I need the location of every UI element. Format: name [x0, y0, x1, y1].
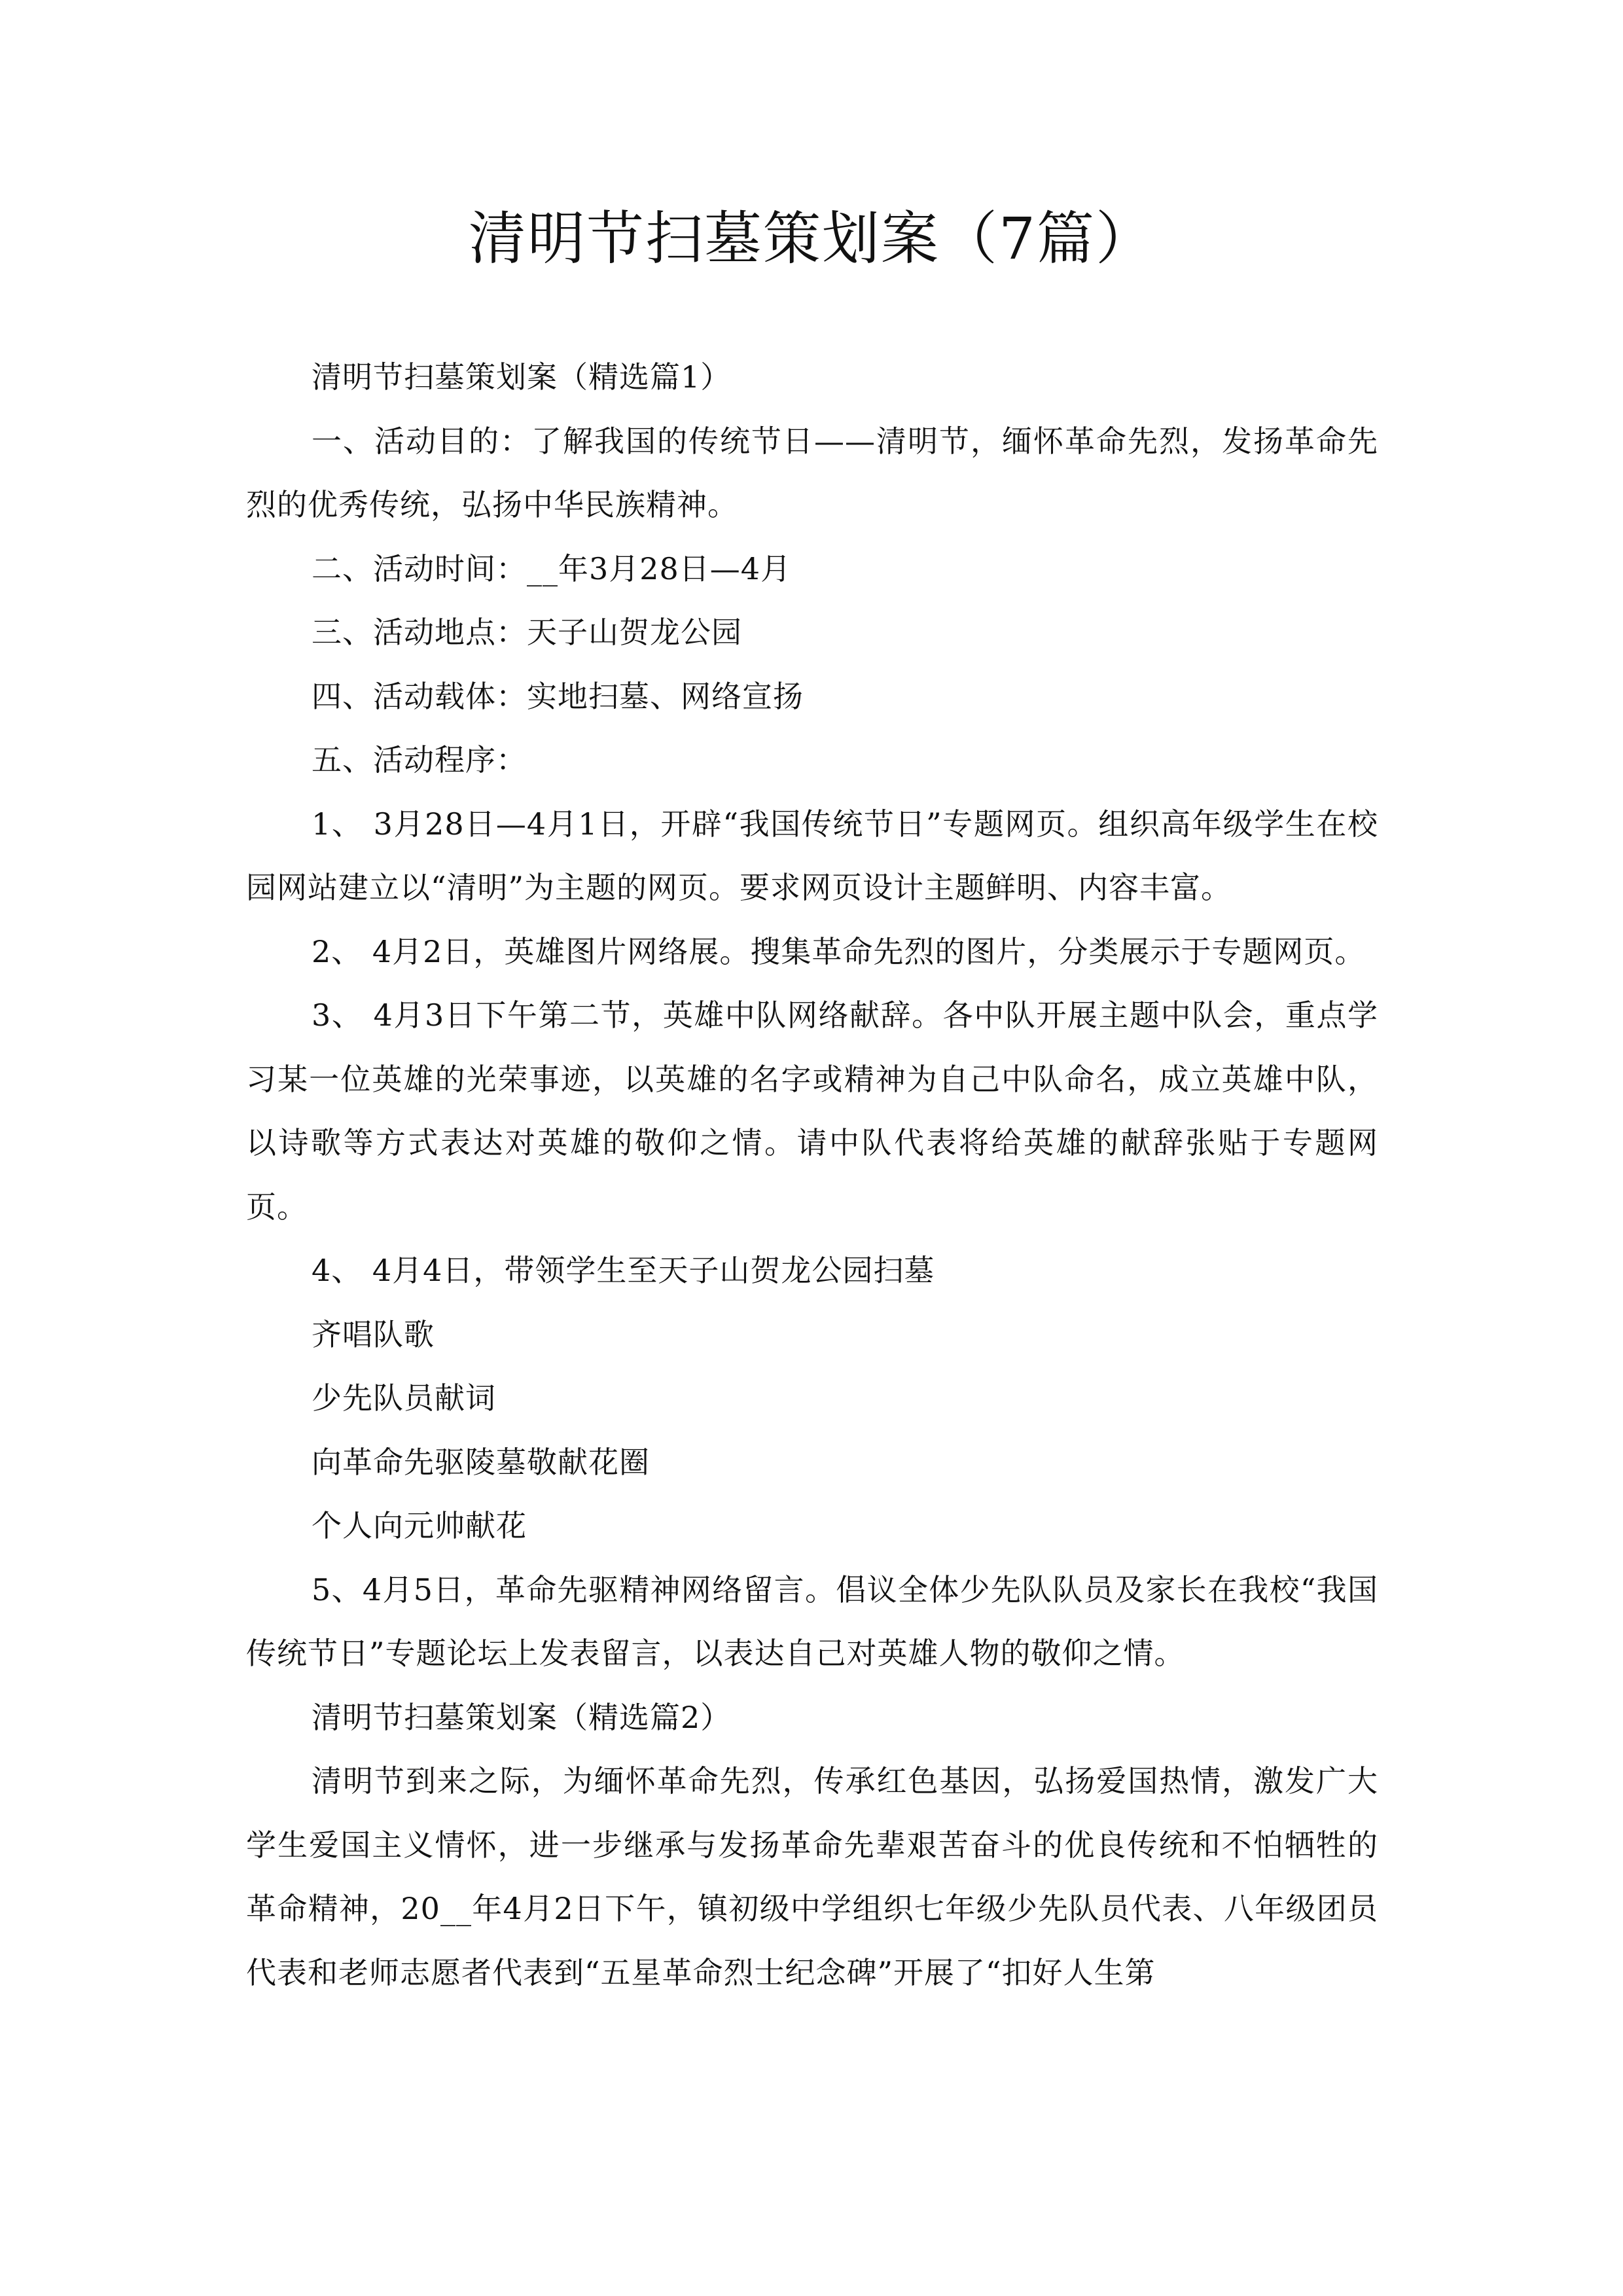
paragraph-activity-purpose: 一、活动目的：了解我国的传统节日——清明节，缅怀革命先烈，发扬革命先烈的优秀传统，弘扬中华民族精神。: [246, 423, 1378, 522]
paragraph-activity-time: 二、活动时间：__年3月28日—4月: [312, 550, 792, 586]
paragraph-section-heading-1: 清明节扫墓策划案（精选篇1）: [312, 359, 732, 395]
paragraph-step-1: 1、 3月28日—4月1日，开辟“我国传统节日”专题网页。组织高年级学生在校园网站建立以“清明”为主题的网页。要求网页设计主题鲜明、内容丰富。: [246, 806, 1378, 905]
paragraph-activity-location: 三、活动地点：天子山贺龙公园: [312, 615, 742, 650]
paragraph-activity-carrier: 四、活动载体：实地扫墓、网络宣扬: [312, 678, 804, 714]
paragraph-step-5: 5、4月5日，革命先驱精神网络留言。倡议全体少先队队员及家长在我校“我国传统节日”专题论坛上发表留言，以表达自己对英雄人物的敬仰之情。: [246, 1571, 1378, 1671]
paragraph-section-heading-2: 清明节扫墓策划案（精选篇2）: [312, 1699, 732, 1735]
paragraph-step-4: 4、 4月4日，带领学生至天子山贺龙公园扫墓: [312, 1253, 935, 1288]
paragraph-sing-anthem: 齐唱队歌: [312, 1316, 435, 1352]
document-title: 清明节扫墓策划案（7篇）: [469, 205, 1154, 272]
paragraph-step-2: 2、 4月2日，英雄图片网络展。搜集革命先烈的图片，分类展示于专题网页。: [312, 933, 1366, 969]
paragraph-wreath: 向革命先驱陵墓敬献花圈: [312, 1444, 650, 1480]
document-body: [246, 346, 1378, 2005]
paragraph-activity-procedure: 五、活动程序：: [312, 742, 527, 778]
paragraph-step-3: 3、 4月3日下午第二节，英雄中队网络献辞。各中队开展主题中队会，重点学习某一位英雄的光荣事迹，以英雄的名字或精神为自己中队命名，成立英雄中队，以诗歌等方式表达对英雄的敬仰之情。请中队代表将给英雄的献辞张贴于专题网页。: [246, 997, 1378, 1225]
paragraph-flowers: 个人向元帅献花: [312, 1508, 527, 1543]
paragraph-section-2-intro: 清明节到来之际，为缅怀革命先烈，传承红色基因，弘扬爱国热情，激发广大学生爱国主义情怀，进一步继承与发扬革命先辈艰苦奋斗的优良传统和不怕牺牲的革命精神，20__年4月2日下午，镇初级中学组织七年级少先队员代表、八年级团员代表和老师志愿者代表到“五星革命烈士纪念碑”开展了“扣好人生第: [246, 1763, 1378, 1990]
paragraph-pioneer-speech: 少先队员献词: [312, 1380, 496, 1416]
